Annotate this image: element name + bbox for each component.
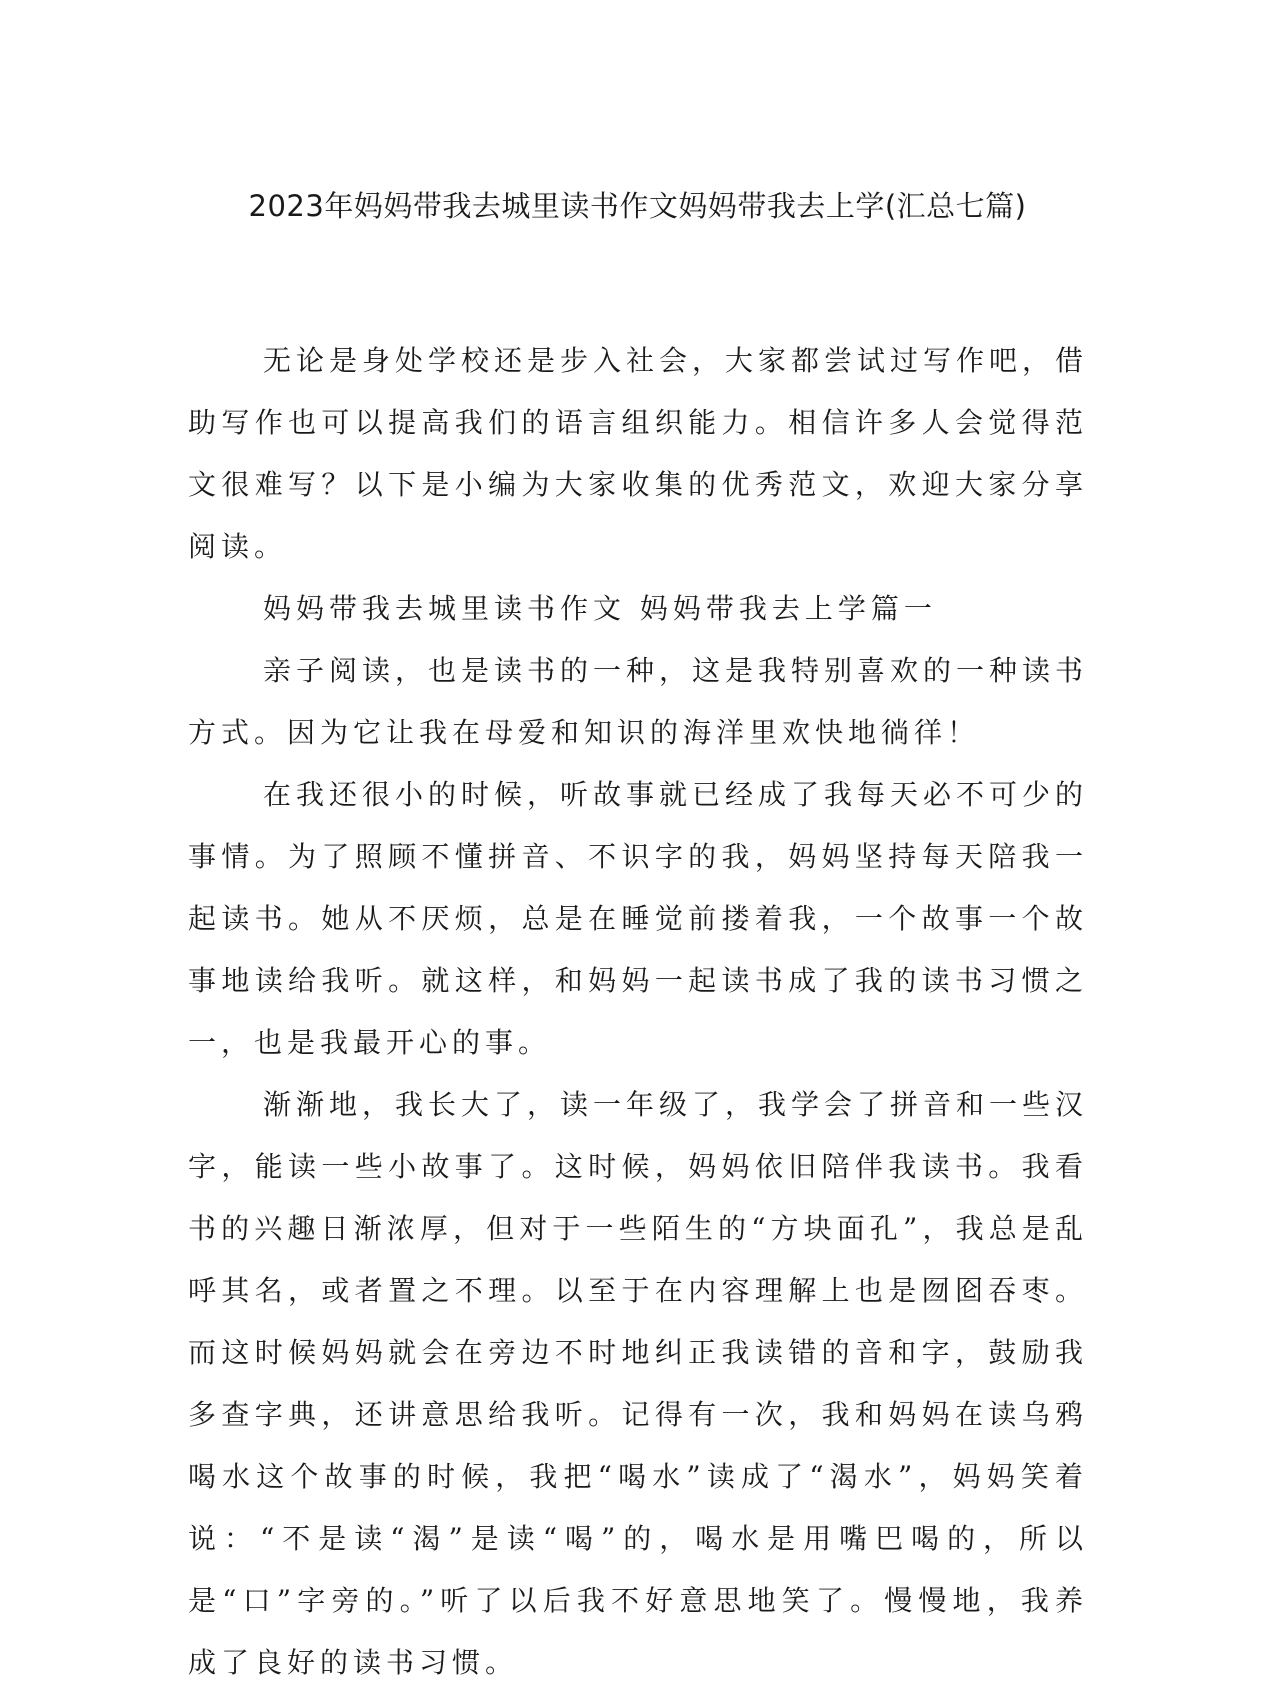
paragraph: 渐渐地，我长大了，读一年级了，我学会了拼音和一些汉字，能读一些小故事了。这时候，妈妈依旧陪伴我读书。我看书的兴趣日渐浓厚，但对于一些陌生的“方块面孔”，我总是乱呼其名，或者置之不理。以至于在内容理解上也是囫囵吞枣。而这时候妈妈就会在旁边不时地纠正我读错的音和字，鼓励我多查字典，还讲意思给我听。记得有一次，我和妈妈在读乌鸦喝水这个故事的时候，我把“喝水”读成了“渴水”，妈妈笑着说：“不是读“渴”是读“喝”的，喝水是用嘴巴喝的，所以是“口”字旁的。”听了以后我不好意思地笑了。慢慢地，我养成了良好的读书习惯。 [188,1088,1089,1679]
section-heading: 妈妈带我去城里读书作文 妈妈带我去上学篇一 [263,592,937,625]
paragraph-intro: 无论是身处学校还是步入社会，大家都尝试过写作吧，借助写作也可以提高我们的语言组织能力。相信许多人会觉得范文很难写？以下是小编为大家收集的优秀范文，欢迎大家分享阅读。 [188,344,1089,563]
document-body [188,330,1088,1694]
document-title: 2023年妈妈带我去城里读书作文妈妈带我去上学(汇总七篇) [248,189,1027,223]
paragraph: 亲子阅读，也是读书的一种，这是我特别喜欢的一种读书方式。因为它让我在母爱和知识的海洋里欢快地徜徉！ [188,654,1089,749]
paragraph: 在我还很小的时候，听故事就已经成了我每天必不可少的事情。为了照顾不懂拼音、不识字的我，妈妈坚持每天陪我一起读书。她从不厌烦，总是在睡觉前搂着我，一个故事一个故事地读给我听。就这样，和妈妈一起读书成了我的读书习惯之一，也是我最开心的事。 [188,778,1089,1059]
